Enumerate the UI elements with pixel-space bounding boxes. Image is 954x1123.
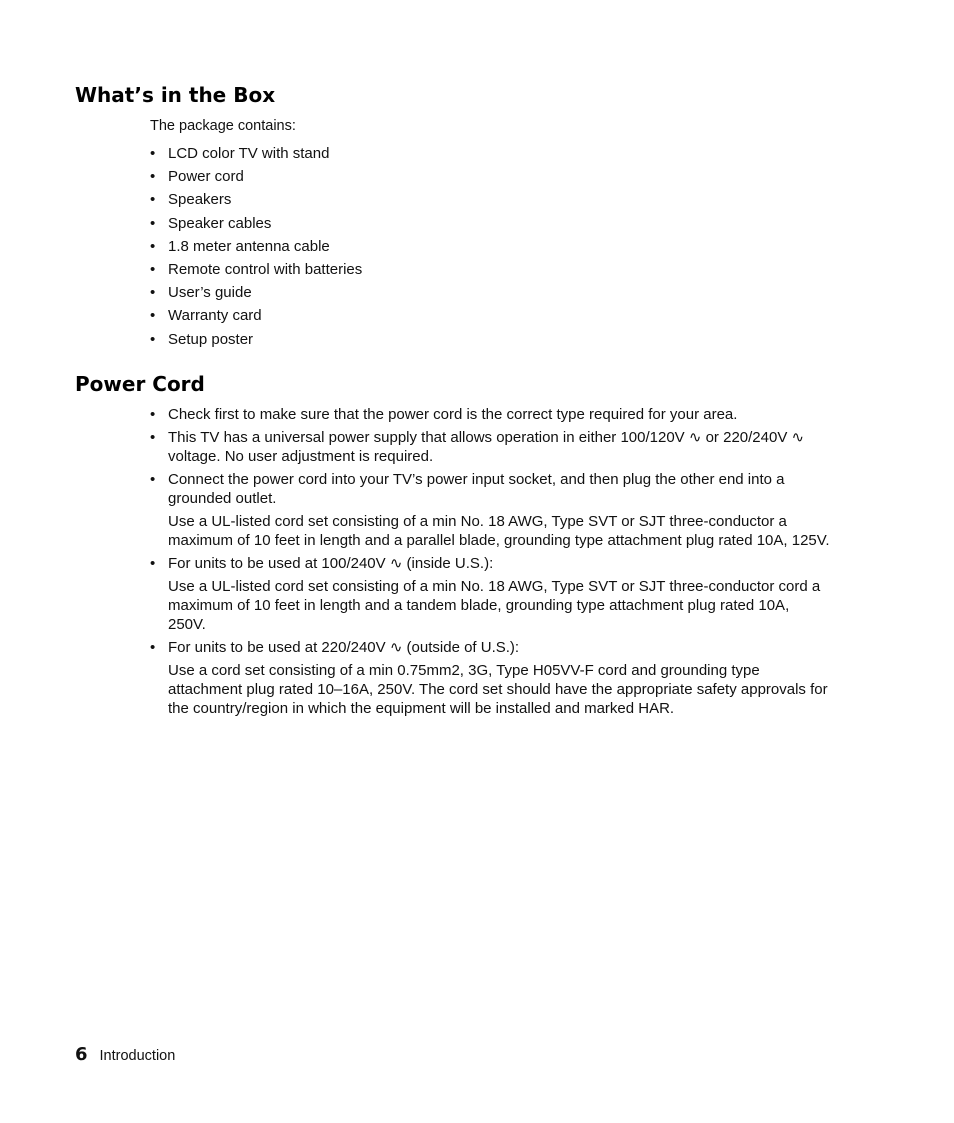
list-item-text: Speakers <box>168 191 232 209</box>
list-item <box>150 167 830 190</box>
bullet-icon: • <box>150 639 156 656</box>
package-intro-text: The package contains: <box>150 118 296 134</box>
list-item <box>150 144 830 167</box>
list-item <box>150 554 830 634</box>
list-item <box>150 283 830 306</box>
bullet-icon: • <box>150 168 156 186</box>
list-item-text: Check first to make sure that the power cord is the correct type required for your area. <box>168 406 738 423</box>
bullet-icon: • <box>150 429 156 446</box>
bullet-icon: • <box>150 214 156 232</box>
list-item <box>150 260 830 283</box>
section-heading-power-cord: Power Cord <box>75 372 205 396</box>
list-item-text: Setup poster <box>168 330 254 348</box>
list-item <box>150 214 830 237</box>
list-item-text: Speaker cables <box>168 214 272 232</box>
cord-spec-paragraph: Use a cord set consisting of a min 0.75mm2, 3G, Type H05VV-F cord and grounding type attachment plug rated 10–16A, 250V. The cord set should have the appropriate safety approvals for the country/region in which the equipment will be installed and marked HAR. <box>168 662 828 717</box>
bullet-icon: • <box>150 471 156 488</box>
power-cord-list <box>150 405 830 722</box>
list-item-text: This TV has a universal power supply that allows operation in either 100/120V ∿ or 220/240V ∿ voltage. No user adjustment is required. <box>168 429 805 465</box>
footer-section-name: Introduction <box>99 1048 176 1064</box>
list-item-text: Power cord <box>168 168 244 186</box>
bullet-icon: • <box>150 307 156 325</box>
list-item-text: 1.8 meter antenna cable <box>168 237 330 255</box>
cord-spec-paragraph: Use a UL-listed cord set consisting of a min No. 18 AWG, Type SVT or SJT three-conductor cord a maximum of 10 feet in length and a tandem blade, grounding type attachment plug rated 10A, 250V. <box>168 578 821 633</box>
section-heading-whats-in-the-box: What’s in the Box <box>75 83 276 107</box>
bullet-icon: • <box>150 406 156 423</box>
bullet-icon: • <box>150 260 156 278</box>
list-item <box>150 638 830 718</box>
list-item <box>150 190 830 213</box>
list-item-text: For units to be used at 220/240V ∿ (outside of U.S.): <box>168 639 520 656</box>
list-item <box>150 428 830 466</box>
bullet-icon: • <box>150 555 156 572</box>
package-contents-list <box>150 144 830 353</box>
bullet-icon: • <box>150 191 156 209</box>
bullet-icon: • <box>150 330 156 348</box>
bullet-icon: • <box>150 284 156 302</box>
list-item <box>150 330 830 353</box>
list-item-text: Remote control with batteries <box>168 260 363 278</box>
list-item-text: Warranty card <box>168 307 262 325</box>
list-item <box>150 405 830 424</box>
list-item <box>150 470 830 550</box>
page-footer <box>75 1044 175 1067</box>
cord-spec-paragraph: Use a UL-listed cord set consisting of a min No. 18 AWG, Type SVT or SJT three-conductor a maximum of 10 feet in length and a parallel blade, grounding type attachment plug rated 10A, 125V. <box>168 513 830 549</box>
list-item <box>150 237 830 260</box>
bullet-icon: • <box>150 145 156 162</box>
list-item <box>150 306 830 329</box>
list-item-text: User’s guide <box>168 284 252 302</box>
page-number: 6 <box>75 1044 88 1065</box>
list-item-text: For units to be used at 100/240V ∿ (inside U.S.): <box>168 555 494 572</box>
bullet-icon: • <box>150 237 156 255</box>
list-item-text: Connect the power cord into your TV’s power input socket, and then plug the other end into a grounded outlet. <box>168 471 785 507</box>
list-item-text: LCD color TV with stand <box>168 145 330 162</box>
